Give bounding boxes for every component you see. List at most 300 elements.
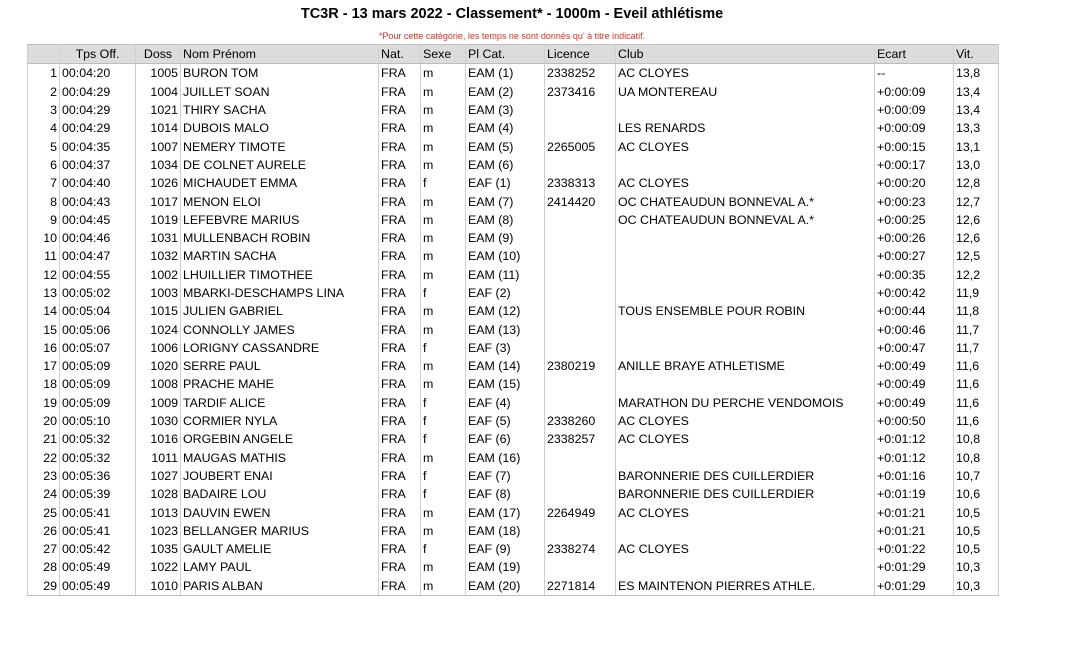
cell-speed: 10,8 bbox=[954, 449, 999, 467]
cell-name: LORIGNY CASSANDRE bbox=[181, 339, 379, 357]
cell-time: 00:04:29 bbox=[60, 101, 136, 119]
cell-category-place: EAM (5) bbox=[466, 137, 545, 155]
cell-time: 00:04:29 bbox=[60, 119, 136, 137]
header-rank bbox=[28, 45, 60, 64]
cell-speed: 10,5 bbox=[954, 522, 999, 540]
table-row bbox=[28, 64, 999, 83]
cell-rank: 23 bbox=[28, 467, 60, 485]
cell-speed: 13,4 bbox=[954, 83, 999, 101]
cell-speed: 10,7 bbox=[954, 467, 999, 485]
cell-rank: 11 bbox=[28, 247, 60, 265]
header-club: Club bbox=[616, 45, 875, 64]
cell-time: 00:04:45 bbox=[60, 211, 136, 229]
cell-sex: m bbox=[421, 266, 466, 284]
cell-bib: 1031 bbox=[136, 229, 181, 247]
cell-time: 00:04:43 bbox=[60, 192, 136, 210]
cell-sex: f bbox=[421, 430, 466, 448]
cell-nationality: FRA bbox=[379, 266, 421, 284]
cell-gap: +0:01:19 bbox=[875, 485, 954, 503]
cell-nationality: FRA bbox=[379, 577, 421, 596]
cell-sex: m bbox=[421, 64, 466, 83]
table-row bbox=[28, 266, 999, 284]
header-licence: Licence bbox=[545, 45, 616, 64]
cell-name: ORGEBIN ANGELE bbox=[181, 430, 379, 448]
cell-speed: 11,6 bbox=[954, 412, 999, 430]
cell-time: 00:05:39 bbox=[60, 485, 136, 503]
cell-speed: 11,6 bbox=[954, 394, 999, 412]
cell-nationality: FRA bbox=[379, 320, 421, 338]
cell-bib: 1006 bbox=[136, 339, 181, 357]
cell-category-place: EAM (1) bbox=[466, 64, 545, 83]
cell-gap: +0:00:15 bbox=[875, 137, 954, 155]
cell-club bbox=[616, 375, 875, 393]
cell-gap: -- bbox=[875, 64, 954, 83]
cell-time: 00:05:09 bbox=[60, 394, 136, 412]
cell-club: OC CHATEAUDUN BONNEVAL A.* bbox=[616, 211, 875, 229]
cell-gap: +0:01:12 bbox=[875, 449, 954, 467]
cell-time: 00:05:41 bbox=[60, 522, 136, 540]
cell-club: OC CHATEAUDUN BONNEVAL A.* bbox=[616, 192, 875, 210]
cell-gap: +0:00:09 bbox=[875, 83, 954, 101]
cell-bib: 1002 bbox=[136, 266, 181, 284]
cell-club: AC CLOYES bbox=[616, 540, 875, 558]
cell-licence bbox=[545, 247, 616, 265]
cell-name: LEFEBVRE MARIUS bbox=[181, 211, 379, 229]
cell-speed: 10,5 bbox=[954, 540, 999, 558]
cell-time: 00:05:41 bbox=[60, 503, 136, 521]
table-row bbox=[28, 119, 999, 137]
cell-name: JULIEN GABRIEL bbox=[181, 302, 379, 320]
cell-rank: 9 bbox=[28, 211, 60, 229]
cell-category-place: EAF (7) bbox=[466, 467, 545, 485]
cell-rank: 14 bbox=[28, 302, 60, 320]
cell-sex: m bbox=[421, 211, 466, 229]
cell-category-place: EAM (8) bbox=[466, 211, 545, 229]
cell-rank: 22 bbox=[28, 449, 60, 467]
cell-nationality: FRA bbox=[379, 229, 421, 247]
cell-rank: 15 bbox=[28, 320, 60, 338]
cell-time: 00:05:02 bbox=[60, 284, 136, 302]
cell-time: 00:04:55 bbox=[60, 266, 136, 284]
cell-rank: 1 bbox=[28, 64, 60, 83]
cell-club bbox=[616, 266, 875, 284]
table-row bbox=[28, 192, 999, 210]
cell-name: DUBOIS MALO bbox=[181, 119, 379, 137]
cell-licence: 2338313 bbox=[545, 174, 616, 192]
cell-club bbox=[616, 284, 875, 302]
cell-category-place: EAF (8) bbox=[466, 485, 545, 503]
cell-name: MICHAUDET EMMA bbox=[181, 174, 379, 192]
cell-category-place: EAF (9) bbox=[466, 540, 545, 558]
cell-bib: 1015 bbox=[136, 302, 181, 320]
cell-rank: 26 bbox=[28, 522, 60, 540]
cell-rank: 5 bbox=[28, 137, 60, 155]
cell-bib: 1027 bbox=[136, 467, 181, 485]
cell-club bbox=[616, 247, 875, 265]
cell-speed: 11,7 bbox=[954, 339, 999, 357]
cell-gap: +0:00:26 bbox=[875, 229, 954, 247]
cell-club bbox=[616, 558, 875, 576]
cell-speed: 12,6 bbox=[954, 211, 999, 229]
cell-licence: 2271814 bbox=[545, 577, 616, 596]
cell-gap: +0:00:47 bbox=[875, 339, 954, 357]
cell-nationality: FRA bbox=[379, 412, 421, 430]
cell-licence bbox=[545, 394, 616, 412]
table-row bbox=[28, 156, 999, 174]
cell-name: JUILLET SOAN bbox=[181, 83, 379, 101]
cell-gap: +0:00:09 bbox=[875, 119, 954, 137]
cell-gap: +0:00:46 bbox=[875, 320, 954, 338]
table-row bbox=[28, 412, 999, 430]
cell-category-place: EAM (3) bbox=[466, 101, 545, 119]
cell-sex: f bbox=[421, 339, 466, 357]
cell-nationality: FRA bbox=[379, 247, 421, 265]
cell-rank: 28 bbox=[28, 558, 60, 576]
cell-bib: 1010 bbox=[136, 577, 181, 596]
cell-time: 00:04:20 bbox=[60, 64, 136, 83]
cell-name: MULLENBACH ROBIN bbox=[181, 229, 379, 247]
table-row bbox=[28, 449, 999, 467]
header-name: Nom Prénom bbox=[181, 45, 379, 64]
cell-name: LHUILLIER TIMOTHEE bbox=[181, 266, 379, 284]
cell-gap: +0:01:21 bbox=[875, 503, 954, 521]
cell-sex: f bbox=[421, 412, 466, 430]
cell-club bbox=[616, 449, 875, 467]
cell-nationality: FRA bbox=[379, 119, 421, 137]
cell-bib: 1011 bbox=[136, 449, 181, 467]
cell-time: 00:05:49 bbox=[60, 577, 136, 596]
cell-nationality: FRA bbox=[379, 64, 421, 83]
cell-sex: f bbox=[421, 174, 466, 192]
cell-rank: 24 bbox=[28, 485, 60, 503]
cell-rank: 20 bbox=[28, 412, 60, 430]
cell-gap: +0:00:35 bbox=[875, 266, 954, 284]
table-row bbox=[28, 83, 999, 101]
cell-gap: +0:01:29 bbox=[875, 558, 954, 576]
cell-sex: m bbox=[421, 119, 466, 137]
cell-category-place: EAM (7) bbox=[466, 192, 545, 210]
cell-rank: 29 bbox=[28, 577, 60, 596]
cell-sex: m bbox=[421, 320, 466, 338]
table-row bbox=[28, 375, 999, 393]
cell-time: 00:04:37 bbox=[60, 156, 136, 174]
cell-club: MARATHON DU PERCHE VENDOMOIS bbox=[616, 394, 875, 412]
cell-sex: m bbox=[421, 101, 466, 119]
cell-bib: 1013 bbox=[136, 503, 181, 521]
cell-nationality: FRA bbox=[379, 156, 421, 174]
cell-speed: 13,3 bbox=[954, 119, 999, 137]
cell-nationality: FRA bbox=[379, 211, 421, 229]
cell-club: AC CLOYES bbox=[616, 137, 875, 155]
cell-bib: 1020 bbox=[136, 357, 181, 375]
cell-licence bbox=[545, 522, 616, 540]
cell-bib: 1019 bbox=[136, 211, 181, 229]
cell-category-place: EAF (6) bbox=[466, 430, 545, 448]
cell-category-place: EAM (9) bbox=[466, 229, 545, 247]
cell-licence bbox=[545, 485, 616, 503]
cell-speed: 13,8 bbox=[954, 64, 999, 83]
cell-club bbox=[616, 320, 875, 338]
table-row bbox=[28, 558, 999, 576]
cell-bib: 1005 bbox=[136, 64, 181, 83]
table-row bbox=[28, 394, 999, 412]
cell-sex: m bbox=[421, 247, 466, 265]
table-row bbox=[28, 211, 999, 229]
cell-speed: 10,3 bbox=[954, 558, 999, 576]
cell-speed: 11,7 bbox=[954, 320, 999, 338]
cell-bib: 1016 bbox=[136, 430, 181, 448]
cell-sex: f bbox=[421, 284, 466, 302]
cell-gap: +0:00:09 bbox=[875, 101, 954, 119]
cell-gap: +0:00:17 bbox=[875, 156, 954, 174]
cell-bib: 1022 bbox=[136, 558, 181, 576]
cell-category-place: EAF (4) bbox=[466, 394, 545, 412]
cell-rank: 16 bbox=[28, 339, 60, 357]
cell-licence bbox=[545, 302, 616, 320]
cell-name: GAULT AMELIE bbox=[181, 540, 379, 558]
cell-nationality: FRA bbox=[379, 394, 421, 412]
cell-nationality: FRA bbox=[379, 83, 421, 101]
cell-sex: m bbox=[421, 137, 466, 155]
cell-nationality: FRA bbox=[379, 375, 421, 393]
cell-name: NEMERY TIMOTE bbox=[181, 137, 379, 155]
cell-club: LES RENARDS bbox=[616, 119, 875, 137]
cell-club: ES MAINTENON PIERRES ATHLE. bbox=[616, 577, 875, 596]
cell-speed: 13,4 bbox=[954, 101, 999, 119]
cell-category-place: EAF (3) bbox=[466, 339, 545, 357]
cell-licence: 2338252 bbox=[545, 64, 616, 83]
cell-time: 00:05:42 bbox=[60, 540, 136, 558]
cell-bib: 1035 bbox=[136, 540, 181, 558]
cell-bib: 1004 bbox=[136, 83, 181, 101]
cell-nationality: FRA bbox=[379, 522, 421, 540]
cell-speed: 10,8 bbox=[954, 430, 999, 448]
cell-name: MBARKI-DESCHAMPS LINA bbox=[181, 284, 379, 302]
cell-category-place: EAM (6) bbox=[466, 156, 545, 174]
cell-time: 00:05:32 bbox=[60, 430, 136, 448]
cell-sex: f bbox=[421, 394, 466, 412]
cell-bib: 1014 bbox=[136, 119, 181, 137]
cell-club: TOUS ENSEMBLE POUR ROBIN bbox=[616, 302, 875, 320]
cell-nationality: FRA bbox=[379, 137, 421, 155]
cell-sex: m bbox=[421, 503, 466, 521]
cell-name: CORMIER NYLA bbox=[181, 412, 379, 430]
cell-speed: 12,2 bbox=[954, 266, 999, 284]
document-title: TC3R - 13 mars 2022 - Classement* - 1000m - Eveil athlétisme bbox=[300, 6, 724, 22]
cell-licence bbox=[545, 467, 616, 485]
cell-speed: 12,8 bbox=[954, 174, 999, 192]
cell-name: BURON TOM bbox=[181, 64, 379, 83]
cell-licence: 2414420 bbox=[545, 192, 616, 210]
cell-time: 00:05:06 bbox=[60, 320, 136, 338]
cell-club: BARONNERIE DES CUILLERDIER bbox=[616, 467, 875, 485]
cell-licence bbox=[545, 229, 616, 247]
cell-gap: +0:00:25 bbox=[875, 211, 954, 229]
cell-speed: 12,6 bbox=[954, 229, 999, 247]
cell-club bbox=[616, 156, 875, 174]
header-sex: Sexe bbox=[421, 45, 466, 64]
table-row bbox=[28, 284, 999, 302]
header-category-place: Pl Cat. bbox=[466, 45, 545, 64]
category-note: *Pour cette catégorie, les temps ne sont donnés qu' à titre indicatif. bbox=[378, 31, 646, 41]
cell-licence bbox=[545, 375, 616, 393]
cell-bib: 1024 bbox=[136, 320, 181, 338]
cell-time: 00:04:47 bbox=[60, 247, 136, 265]
cell-speed: 13,0 bbox=[954, 156, 999, 174]
cell-speed: 12,5 bbox=[954, 247, 999, 265]
cell-rank: 13 bbox=[28, 284, 60, 302]
cell-licence: 2338257 bbox=[545, 430, 616, 448]
cell-club bbox=[616, 229, 875, 247]
cell-name: CONNOLLY JAMES bbox=[181, 320, 379, 338]
cell-name: MARTIN SACHA bbox=[181, 247, 379, 265]
table-row bbox=[28, 577, 999, 596]
table-row bbox=[28, 503, 999, 521]
cell-category-place: EAM (12) bbox=[466, 302, 545, 320]
table-row bbox=[28, 339, 999, 357]
cell-licence: 2264949 bbox=[545, 503, 616, 521]
cell-name: JOUBERT ENAI bbox=[181, 467, 379, 485]
cell-gap: +0:00:44 bbox=[875, 302, 954, 320]
cell-rank: 7 bbox=[28, 174, 60, 192]
cell-rank: 2 bbox=[28, 83, 60, 101]
cell-licence bbox=[545, 320, 616, 338]
cell-speed: 10,5 bbox=[954, 503, 999, 521]
cell-sex: f bbox=[421, 540, 466, 558]
results-table bbox=[27, 44, 999, 596]
cell-club: AC CLOYES bbox=[616, 430, 875, 448]
cell-gap: +0:01:22 bbox=[875, 540, 954, 558]
cell-nationality: FRA bbox=[379, 485, 421, 503]
cell-nationality: FRA bbox=[379, 558, 421, 576]
cell-rank: 3 bbox=[28, 101, 60, 119]
cell-category-place: EAM (13) bbox=[466, 320, 545, 338]
table-header-row bbox=[28, 45, 999, 64]
cell-licence bbox=[545, 101, 616, 119]
table-row bbox=[28, 137, 999, 155]
cell-nationality: FRA bbox=[379, 467, 421, 485]
cell-club: AC CLOYES bbox=[616, 174, 875, 192]
table-row bbox=[28, 540, 999, 558]
header-time: Tps Off. bbox=[60, 45, 136, 64]
cell-gap: +0:01:21 bbox=[875, 522, 954, 540]
cell-name: MENON ELOI bbox=[181, 192, 379, 210]
cell-speed: 10,3 bbox=[954, 577, 999, 596]
cell-name: SERRE PAUL bbox=[181, 357, 379, 375]
cell-name: BADAIRE LOU bbox=[181, 485, 379, 503]
cell-club bbox=[616, 522, 875, 540]
cell-gap: +0:00:23 bbox=[875, 192, 954, 210]
cell-club: AC CLOYES bbox=[616, 412, 875, 430]
cell-rank: 6 bbox=[28, 156, 60, 174]
cell-gap: +0:01:16 bbox=[875, 467, 954, 485]
cell-sex: m bbox=[421, 156, 466, 174]
cell-nationality: FRA bbox=[379, 101, 421, 119]
cell-sex: m bbox=[421, 558, 466, 576]
cell-speed: 13,1 bbox=[954, 137, 999, 155]
cell-speed: 11,6 bbox=[954, 357, 999, 375]
cell-time: 00:05:09 bbox=[60, 375, 136, 393]
table-row bbox=[28, 467, 999, 485]
cell-nationality: FRA bbox=[379, 302, 421, 320]
cell-licence bbox=[545, 558, 616, 576]
cell-club bbox=[616, 339, 875, 357]
cell-category-place: EAM (19) bbox=[466, 558, 545, 576]
cell-time: 00:05:36 bbox=[60, 467, 136, 485]
cell-club bbox=[616, 101, 875, 119]
cell-sex: f bbox=[421, 467, 466, 485]
cell-nationality: FRA bbox=[379, 540, 421, 558]
cell-name: DE COLNET AURELE bbox=[181, 156, 379, 174]
cell-sex: m bbox=[421, 229, 466, 247]
cell-sex: m bbox=[421, 302, 466, 320]
cell-time: 00:04:35 bbox=[60, 137, 136, 155]
cell-gap: +0:01:29 bbox=[875, 577, 954, 596]
cell-bib: 1028 bbox=[136, 485, 181, 503]
cell-category-place: EAM (4) bbox=[466, 119, 545, 137]
cell-time: 00:05:04 bbox=[60, 302, 136, 320]
cell-nationality: FRA bbox=[379, 174, 421, 192]
cell-gap: +0:01:12 bbox=[875, 430, 954, 448]
cell-bib: 1030 bbox=[136, 412, 181, 430]
cell-time: 00:05:10 bbox=[60, 412, 136, 430]
cell-category-place: EAM (18) bbox=[466, 522, 545, 540]
cell-category-place: EAM (11) bbox=[466, 266, 545, 284]
cell-club: UA MONTEREAU bbox=[616, 83, 875, 101]
cell-time: 00:04:29 bbox=[60, 83, 136, 101]
cell-category-place: EAF (1) bbox=[466, 174, 545, 192]
cell-nationality: FRA bbox=[379, 357, 421, 375]
cell-nationality: FRA bbox=[379, 284, 421, 302]
cell-category-place: EAF (5) bbox=[466, 412, 545, 430]
table-row bbox=[28, 430, 999, 448]
cell-gap: +0:00:50 bbox=[875, 412, 954, 430]
cell-gap: +0:00:42 bbox=[875, 284, 954, 302]
cell-licence: 2338274 bbox=[545, 540, 616, 558]
header-bib: Doss bbox=[136, 45, 181, 64]
cell-name: LAMY PAUL bbox=[181, 558, 379, 576]
cell-licence bbox=[545, 266, 616, 284]
cell-bib: 1009 bbox=[136, 394, 181, 412]
cell-rank: 12 bbox=[28, 266, 60, 284]
cell-time: 00:04:46 bbox=[60, 229, 136, 247]
table-row bbox=[28, 101, 999, 119]
cell-rank: 8 bbox=[28, 192, 60, 210]
cell-rank: 18 bbox=[28, 375, 60, 393]
cell-category-place: EAM (14) bbox=[466, 357, 545, 375]
cell-bib: 1008 bbox=[136, 375, 181, 393]
cell-gap: +0:00:49 bbox=[875, 394, 954, 412]
cell-sex: m bbox=[421, 375, 466, 393]
cell-licence: 2265005 bbox=[545, 137, 616, 155]
cell-gap: +0:00:20 bbox=[875, 174, 954, 192]
cell-name: TARDIF ALICE bbox=[181, 394, 379, 412]
cell-rank: 17 bbox=[28, 357, 60, 375]
cell-category-place: EAM (17) bbox=[466, 503, 545, 521]
header-gap: Ecart bbox=[875, 45, 954, 64]
cell-name: BELLANGER MARIUS bbox=[181, 522, 379, 540]
cell-name: PRACHE MAHE bbox=[181, 375, 379, 393]
cell-time: 00:05:32 bbox=[60, 449, 136, 467]
cell-club: BARONNERIE DES CUILLERDIER bbox=[616, 485, 875, 503]
cell-nationality: FRA bbox=[379, 192, 421, 210]
cell-category-place: EAM (20) bbox=[466, 577, 545, 596]
cell-nationality: FRA bbox=[379, 430, 421, 448]
cell-rank: 4 bbox=[28, 119, 60, 137]
cell-licence bbox=[545, 156, 616, 174]
cell-time: 00:05:09 bbox=[60, 357, 136, 375]
cell-rank: 21 bbox=[28, 430, 60, 448]
